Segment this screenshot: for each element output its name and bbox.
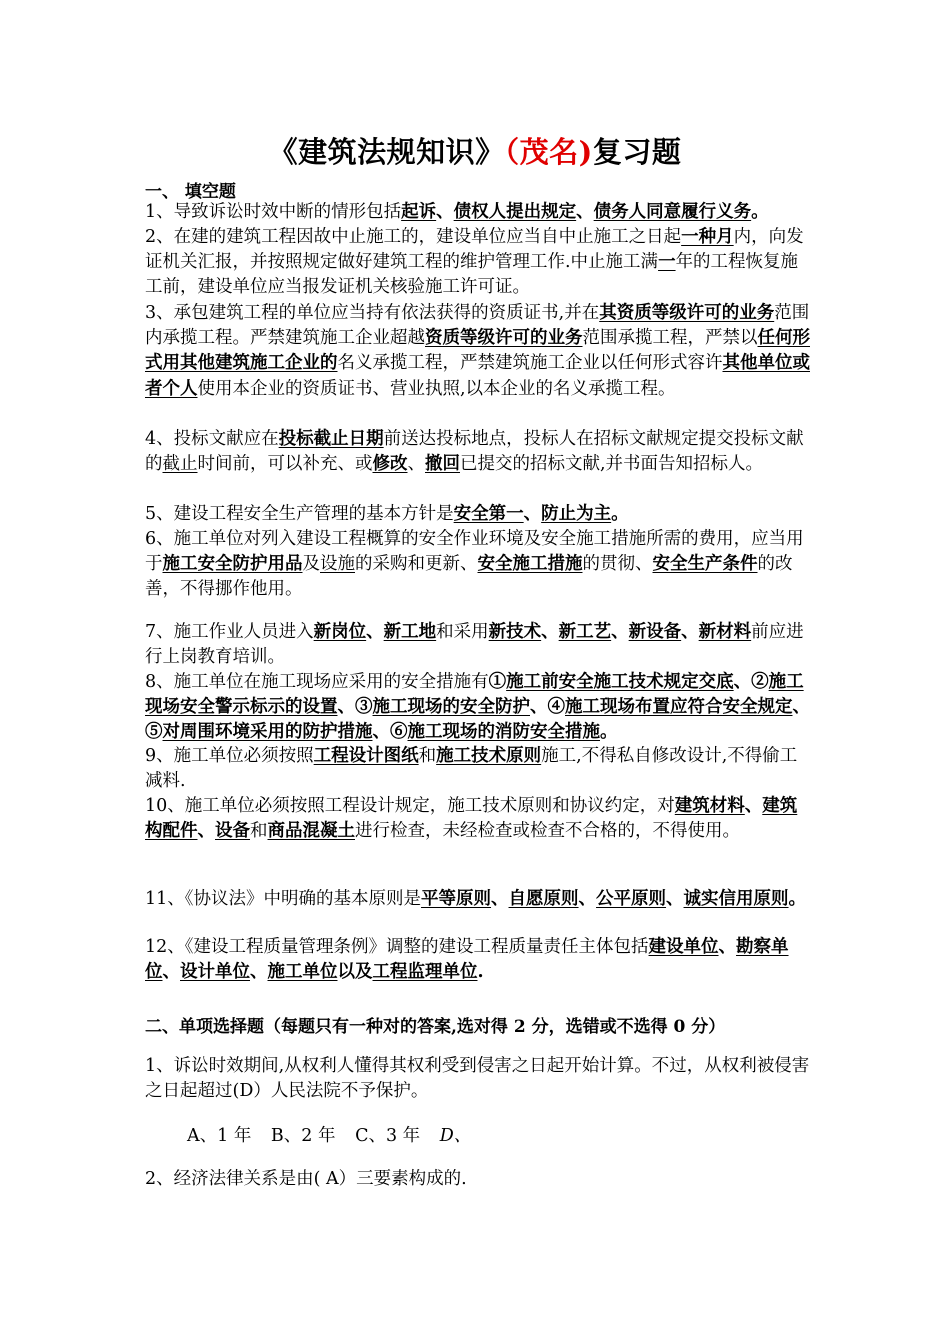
choice-options — [187, 1122, 485, 1147]
option-c: C、3 年 — [355, 1126, 421, 1146]
choice-question-2: 2、经济法律关系是由( A）三要素构成的. — [145, 1169, 467, 1189]
question-1: 1、导致诉讼时效中断的情形包括起诉、债权人提出规定、债务人同意履行义务。 — [145, 202, 769, 222]
question-12: 12、《建设工程质量管理条例》调整的建设工程质量责任主体包括建设单位、勘察单位、设计单位、施工单位以及工程监理单位. — [145, 937, 789, 983]
title-part: 《建筑法规知识》 — [268, 135, 505, 169]
page-title — [0, 130, 950, 171]
choice-question-1: 1、诉讼时效期间,从权利人懂得其权利受到侵害之日起开始计算。不过，从权利被侵害之日起超过(D）人民法院不予保护。 — [145, 1056, 810, 1102]
section-heading-single-choice: 二、单项选择题（每题只有一种对的答案,选对得 2 分，选错或不选得 0 分） — [145, 1017, 726, 1037]
question-3: 3、承包建筑工程的单位应当持有依法获得的资质证书,并在其资质等级许可的业务范围内承揽工程。严禁建筑施工企业超越资质等级许可的业务范围承揽工程，严禁以任何形式用其他建筑施工企业的名义承揽工程，严禁建筑施工企业以任何形式容许其他单位或者个人使用本企业的资质证书、营业执照,以本企业的名义承揽工程。 — [145, 303, 810, 399]
title-part: 复习题 — [592, 135, 682, 169]
title-region: （茂名) — [504, 135, 593, 169]
question-10: 10、施工单位必须按照工程设计规定，施工技术原则和协议约定，对建筑材料、建筑构配件、设备和商品混凝土进行检查，未经检查或检查不合格的，不得使用。 — [145, 796, 798, 842]
question-5: 5、建设工程安全生产管理的基本方针是安全第一、防止为主。 — [145, 504, 629, 524]
question-7: 7、施工作业人员进入新岗位、新工地和采用新技术、新工艺、新设备、新材料前应进行上岗教育培训。 — [145, 622, 804, 668]
question-8: 8、施工单位在施工现场应采用的安全措施有①施工前安全施工技术规定交底、②施工现场安全警示标示的设置、③施工现场的安全防护、④施工现场布置应符合安全规定、 ⑤对周围环境采用的防护措施、⑥施工现场的消防安全措施。 — [145, 672, 810, 743]
option-d: D、 — [439, 1126, 472, 1146]
section-heading-fill-blank: 一、 填空题 — [145, 182, 236, 202]
option-b: B、2 年 — [270, 1126, 336, 1146]
question-11: 11、《协议法》中明确的基本原则是平等原则、自愿原则、公平原则、诚实信用原则。 — [145, 889, 807, 909]
question-6: 6、施工单位对列入建设工程概算的安全作业环境及安全施工措施所需的费用，应当用于施工安全防护用品及设施的采购和更新、安全施工措施的贯彻、安全生产条件的改善，不得挪作他用。 — [145, 529, 804, 600]
question-2: 2、在建的建筑工程因故中止施工的，建设单位应当自中止施工之日起一种月内，向发证机关汇报，并按照规定做好建筑工程的维护管理工作.中止施工满一年的工程恢复施工前，建设单位应当报发证机关核验施工许可证。 — [145, 227, 804, 298]
question-4: 4、投标文献应在投标截止日期前送达投标地点，投标人在招标文献规定提交投标文献的截止时间前，可以补充、或修改、撤回已提交的招标文献,并书面告知招标人。 — [145, 429, 804, 475]
question-9: 9、施工单位必须按照工程设计图纸和施工技术原则施工,不得私自修改设计,不得偷工减料. — [145, 746, 798, 792]
option-a: A、1 年 — [187, 1126, 252, 1146]
